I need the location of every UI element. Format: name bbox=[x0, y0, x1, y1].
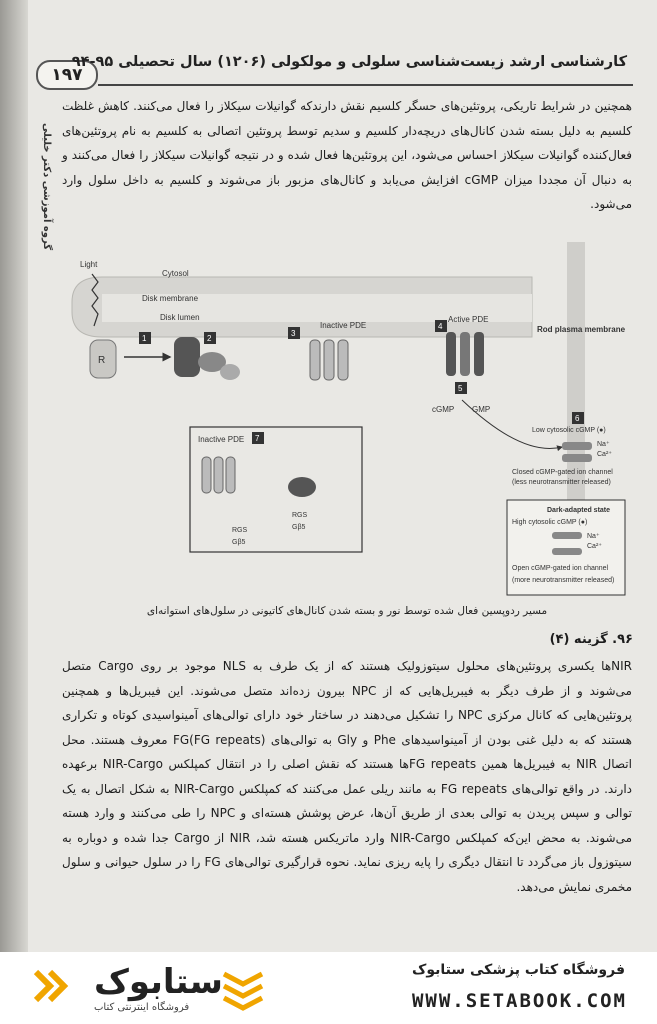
closed-channel-top bbox=[562, 442, 592, 450]
logo-subtitle: فروشگاه اینترنتی کتاب bbox=[94, 1002, 190, 1013]
label-ca-2: Ca²⁺ bbox=[587, 543, 602, 550]
label-inactive-pde: Inactive PDE bbox=[320, 321, 367, 330]
open-channel-bottom bbox=[552, 548, 582, 555]
label-rod-plasma-membrane: Rod plasma membrane bbox=[537, 325, 626, 334]
label-cgmp: cGMP bbox=[432, 405, 455, 414]
label-active-pde: Active PDE bbox=[448, 315, 489, 324]
label-dark-adapted: Dark-adapted state bbox=[547, 507, 611, 514]
header-title: کارشناسی ارشد زیست‌شناسی سلولی و مولکولی (۱۲۰۶) سال تحصیلی ۹۵-۹۴ bbox=[71, 54, 627, 70]
inset-pde-shape bbox=[202, 457, 235, 493]
active-rhodopsin-shape bbox=[174, 337, 200, 377]
inset-transducin-shape bbox=[288, 477, 316, 497]
logo-text: ستابوک bbox=[94, 962, 223, 1002]
page-header bbox=[28, 50, 633, 96]
step-4-label: 4 bbox=[438, 322, 443, 331]
store-url[interactable]: WWW.SETABOOK.COM bbox=[411, 990, 627, 1012]
label-disk-lumen: Disk lumen bbox=[160, 313, 200, 322]
label-na-2: Na⁺ bbox=[587, 533, 600, 540]
open-channel-top bbox=[552, 532, 582, 539]
label-cytosol: Cytosol bbox=[162, 269, 189, 278]
label-na-1: Na⁺ bbox=[597, 441, 610, 448]
label-gb5-1: Gβ5 bbox=[292, 524, 306, 531]
label-closed-channel: Closed cGMP-gated ion channel bbox=[512, 469, 613, 476]
page-gutter-shadow bbox=[0, 0, 28, 952]
step-1-label: 1 bbox=[142, 334, 147, 343]
label-r: R bbox=[98, 355, 106, 366]
logo-chevron-icon bbox=[32, 966, 72, 1006]
label-disk-membrane: Disk membrane bbox=[142, 294, 199, 303]
inactive-pde-shape bbox=[310, 340, 348, 380]
label-low-cgmp: Low cytosolic cGMP (●) bbox=[532, 427, 606, 434]
label-more-neuro: (more neurotransmitter released) bbox=[512, 577, 615, 584]
step-3-label: 3 bbox=[291, 329, 296, 338]
step-6-label: 6 bbox=[575, 414, 580, 423]
label-gmp: GMP bbox=[472, 405, 491, 414]
store-logo bbox=[32, 962, 332, 1018]
label-less-neuro: (less neurotransmitter released) bbox=[512, 479, 611, 486]
active-pde-shape bbox=[446, 332, 484, 376]
label-open-channel: Open cGMP-gated ion channel bbox=[512, 565, 609, 572]
question-answer-label: ۹۶. گزینه (۴) bbox=[549, 632, 633, 647]
step-2-label: 2 bbox=[207, 334, 212, 343]
step-5-label: 5 bbox=[458, 384, 463, 393]
closed-channel-bottom bbox=[562, 454, 592, 462]
phototransduction-figure bbox=[62, 232, 632, 607]
side-margin-text: گروه آموزشی دکتر خلیلی bbox=[41, 122, 52, 250]
label-high-cgmp: High cytosolic cGMP (●) bbox=[512, 519, 588, 526]
intro-paragraph: همچنین در شرایط تاریکی، پروتئین‌های حسگر کلسیم نقش دارندکه گوانیلات سیکلاز را فعال می‌کنند. کاهش غلظت کلسیم به دلیل بسته شدن کانال‌های دریچه‌دار کلسیم و سدیم توسط پروتئین اتصالی به کلسیم به نام پروتئین‌های فعال‌کننده گوانیلات سیکلاز احساس می‌شود، این پروتئین‌ها فعال شده و در نتیجه گوانیلات سیکلاز را فعال می‌کنند و به دنبال آن مجددا میزان cGMP افزایش می‌یابد و کانال‌های مزبور باز می‌شوند و کلسیم به داخل سلول وارد می‌شود. bbox=[62, 99, 633, 211]
page-number: ۱۹۷ bbox=[36, 60, 98, 90]
store-footer-banner bbox=[0, 952, 657, 1024]
figure-caption: مسیر ردوپسین فعال شده توسط نور و بسته شدن کانال‌های کاتیونی در سلول‌های استوانه‌ای bbox=[146, 605, 548, 617]
label-rgs-1: RGS bbox=[292, 512, 308, 519]
g-alpha-shape bbox=[220, 364, 240, 380]
label-rgs-2: RGS bbox=[232, 527, 248, 534]
label-gb5-2: Gβ5 bbox=[232, 539, 246, 546]
label-ca-1: Ca²⁺ bbox=[597, 451, 612, 458]
answer-paragraph: NIRها یکسری پروتئین‌های محلول سیتوزولیک هستند که از یک طرف به NLS موجود بر روی Cargo متصل می‌شوند و از طرف دیگر به فیبریل‌هایی که از NPC بیرون زده‌اند متصل می‌شوند. این فیبریل‌ها و همچنین پروتئین‌هایی که کانال مرکزی NPC را تشکیل می‌دهند در ساختار خود دارای توالی‌های آمینواسیدی کوتاه و تکراری هستند که به دلیل غنی بودن از آمینواسیدهای Phe و Gly به توالی‌های FG(FG repeats) معروف هستند. محل اتصال NIR به فیبریل‌ها همین FG repeatsها هستند که نقش اصلی را در انتقال کمپلکس NIR-Cargo برعهده دارند. در واقع توالی‌های FG repeats به مانند ریلی عمل می‌کنند که کمپلکس NIR-Cargo به شکل اتصال به یک توالی و سپس پریدن به توالی بعدی از طریق آن‌ها، عرض پوشش هسته‌ای و NPC را طی می‌کنند و وارد هسته می‌شوند. به محض این‌که کمپلکس NIR-Cargo وارد ماتریکس هسته شد، NIR از Cargo جدا شده و دوباره به سیتوزول باز می‌گردد تا انتقال دیگری را پایه ریزی نماید. نحوه قرارگیری توالی‌های FG را در سلول حیوانی و سلول مخمری نمایش می‌دهد. bbox=[62, 659, 633, 894]
store-name: فروشگاه کتاب پزشکی ستابوک bbox=[412, 962, 625, 978]
step-7-label: 7 bbox=[255, 434, 260, 443]
label-inset-inactive-pde: Inactive PDE bbox=[198, 435, 245, 444]
label-light: Light bbox=[80, 260, 98, 269]
book-stack-icon bbox=[222, 966, 264, 1012]
header-rule bbox=[98, 84, 633, 86]
step-markers bbox=[139, 320, 584, 444]
